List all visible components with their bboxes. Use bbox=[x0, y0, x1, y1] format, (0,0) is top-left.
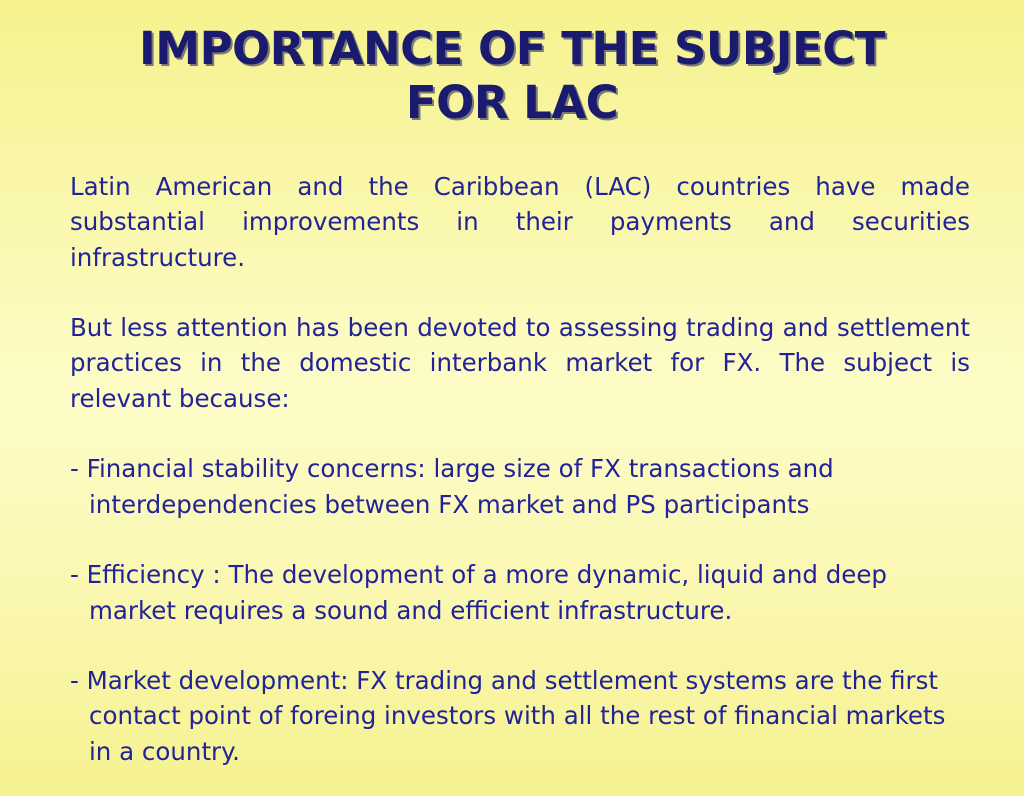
context-paragraph: But less attention has been devoted to assessing trading and settlement practices in the domestic interbank market for FX. The subject is relevant because: bbox=[70, 313, 970, 413]
slide-title-line-2: FOR LAC bbox=[405, 76, 619, 129]
slide-title-line-1: IMPORTANCE OF THE SUBJECT bbox=[139, 22, 885, 75]
bullet-market-development: - Market development: FX trading and settlement systems are the first contact point of foreing investors with all the rest of financial markets in a country. bbox=[70, 666, 946, 766]
slide-body bbox=[70, 169, 970, 769]
bullet-financial-stability: - Financial stability concerns: large size of FX transactions and interdependencies between FX market and PS participants bbox=[70, 454, 834, 519]
bullet-efficiency: - Efficiency : The development of a more dynamic, liquid and deep market requires a sound and efficient infrastructure. bbox=[70, 560, 887, 625]
slide-title bbox=[40, 22, 984, 130]
intro-paragraph: Latin American and the Caribbean (LAC) countries have made substantial improvements in their payments and securities infrastructure. bbox=[70, 172, 970, 272]
